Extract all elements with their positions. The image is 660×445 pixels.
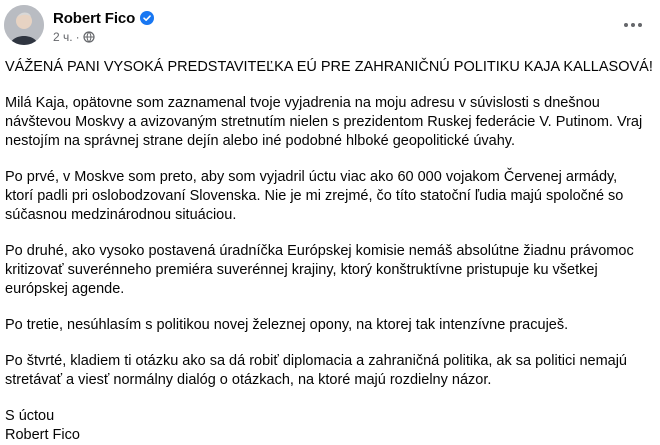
post-text <box>5 58 657 445</box>
globe-icon[interactable] <box>83 31 95 43</box>
paragraph-gap <box>5 225 657 242</box>
author-row <box>53 9 154 27</box>
post-text-line: VÁŽENÁ PANI VYSOKÁ PREDSTAVITEĽKA EÚ PRE ZAHRANIČNÚ POLITIKU KAJA KALLASOVÁ! <box>5 59 653 75</box>
post-text-line: Robert Fico <box>5 427 80 443</box>
more-horizontal-icon <box>623 22 643 28</box>
paragraph-gap <box>5 151 657 168</box>
author-avatar[interactable] <box>4 5 44 45</box>
post-text-line: európskej agende. <box>5 281 125 297</box>
avatar-photo <box>4 5 44 45</box>
post-text-line: Milá Kaja, opätovne som zaznamenal tvoje vyjadrenia na moju adresu v súvislosti s dnešnou <box>5 95 600 111</box>
post-header <box>0 0 660 50</box>
post-text-line: S úctou <box>5 408 55 424</box>
post-text-line: ktorí padli pri oslobodzovaní Slovenska. Nie je mi zrejmé, čo títo statoční ľudia majú spoločné so <box>5 188 624 204</box>
post-text-line: Po druhé, ako vysoko postavená úradníčka Európskej komisie nemáš absolútne žiadnu právomoc <box>5 243 634 259</box>
post-text-line: Po tretie, nesúhlasím s politikou novej železnej opony, na ktorej tak intenzívne pracuješ. <box>5 317 569 333</box>
post-meta <box>53 30 95 44</box>
author-name[interactable]: Robert Fico <box>53 9 136 27</box>
verified-badge-icon <box>140 11 154 25</box>
post-text-line: Po štvrté, kladiem ti otázku ako sa dá robiť diplomacia a zahraničná politika, ak sa politici nemajú <box>5 353 627 369</box>
post-text-line: kritizovať suverénneho premiéra suverénnej krajiny, ktorý konštruktívne pristupuje ku všetkej <box>5 262 598 278</box>
meta-separator: · <box>75 30 80 44</box>
post-timestamp[interactable]: 2 ч. <box>53 30 73 44</box>
post-text-line: návštevou Moskvy a avizovaným stretnutím nielen s prezidentom Ruskej federácie V. Putinom. Vraj <box>5 114 643 130</box>
more-options-button[interactable] <box>616 8 650 42</box>
paragraph-gap <box>5 299 657 316</box>
post-text-line: súčasnou medzinárodnou situáciou. <box>5 207 237 223</box>
post-text-line: stretávať a viesť normálny dialóg o otázkach, na ktoré majú rozdielny názor. <box>5 372 492 388</box>
paragraph-gap <box>5 390 657 407</box>
post-text-line: nestojím na správnej strane dejín alebo iné podobné hlboké geopolitické úvahy. <box>5 133 515 149</box>
post-text-line: Po prvé, v Moskve som preto, aby som vyjadril úctu viac ako 60 000 vojakom Červenej armády, <box>5 169 618 185</box>
paragraph-gap <box>5 77 657 94</box>
paragraph-gap <box>5 335 657 352</box>
